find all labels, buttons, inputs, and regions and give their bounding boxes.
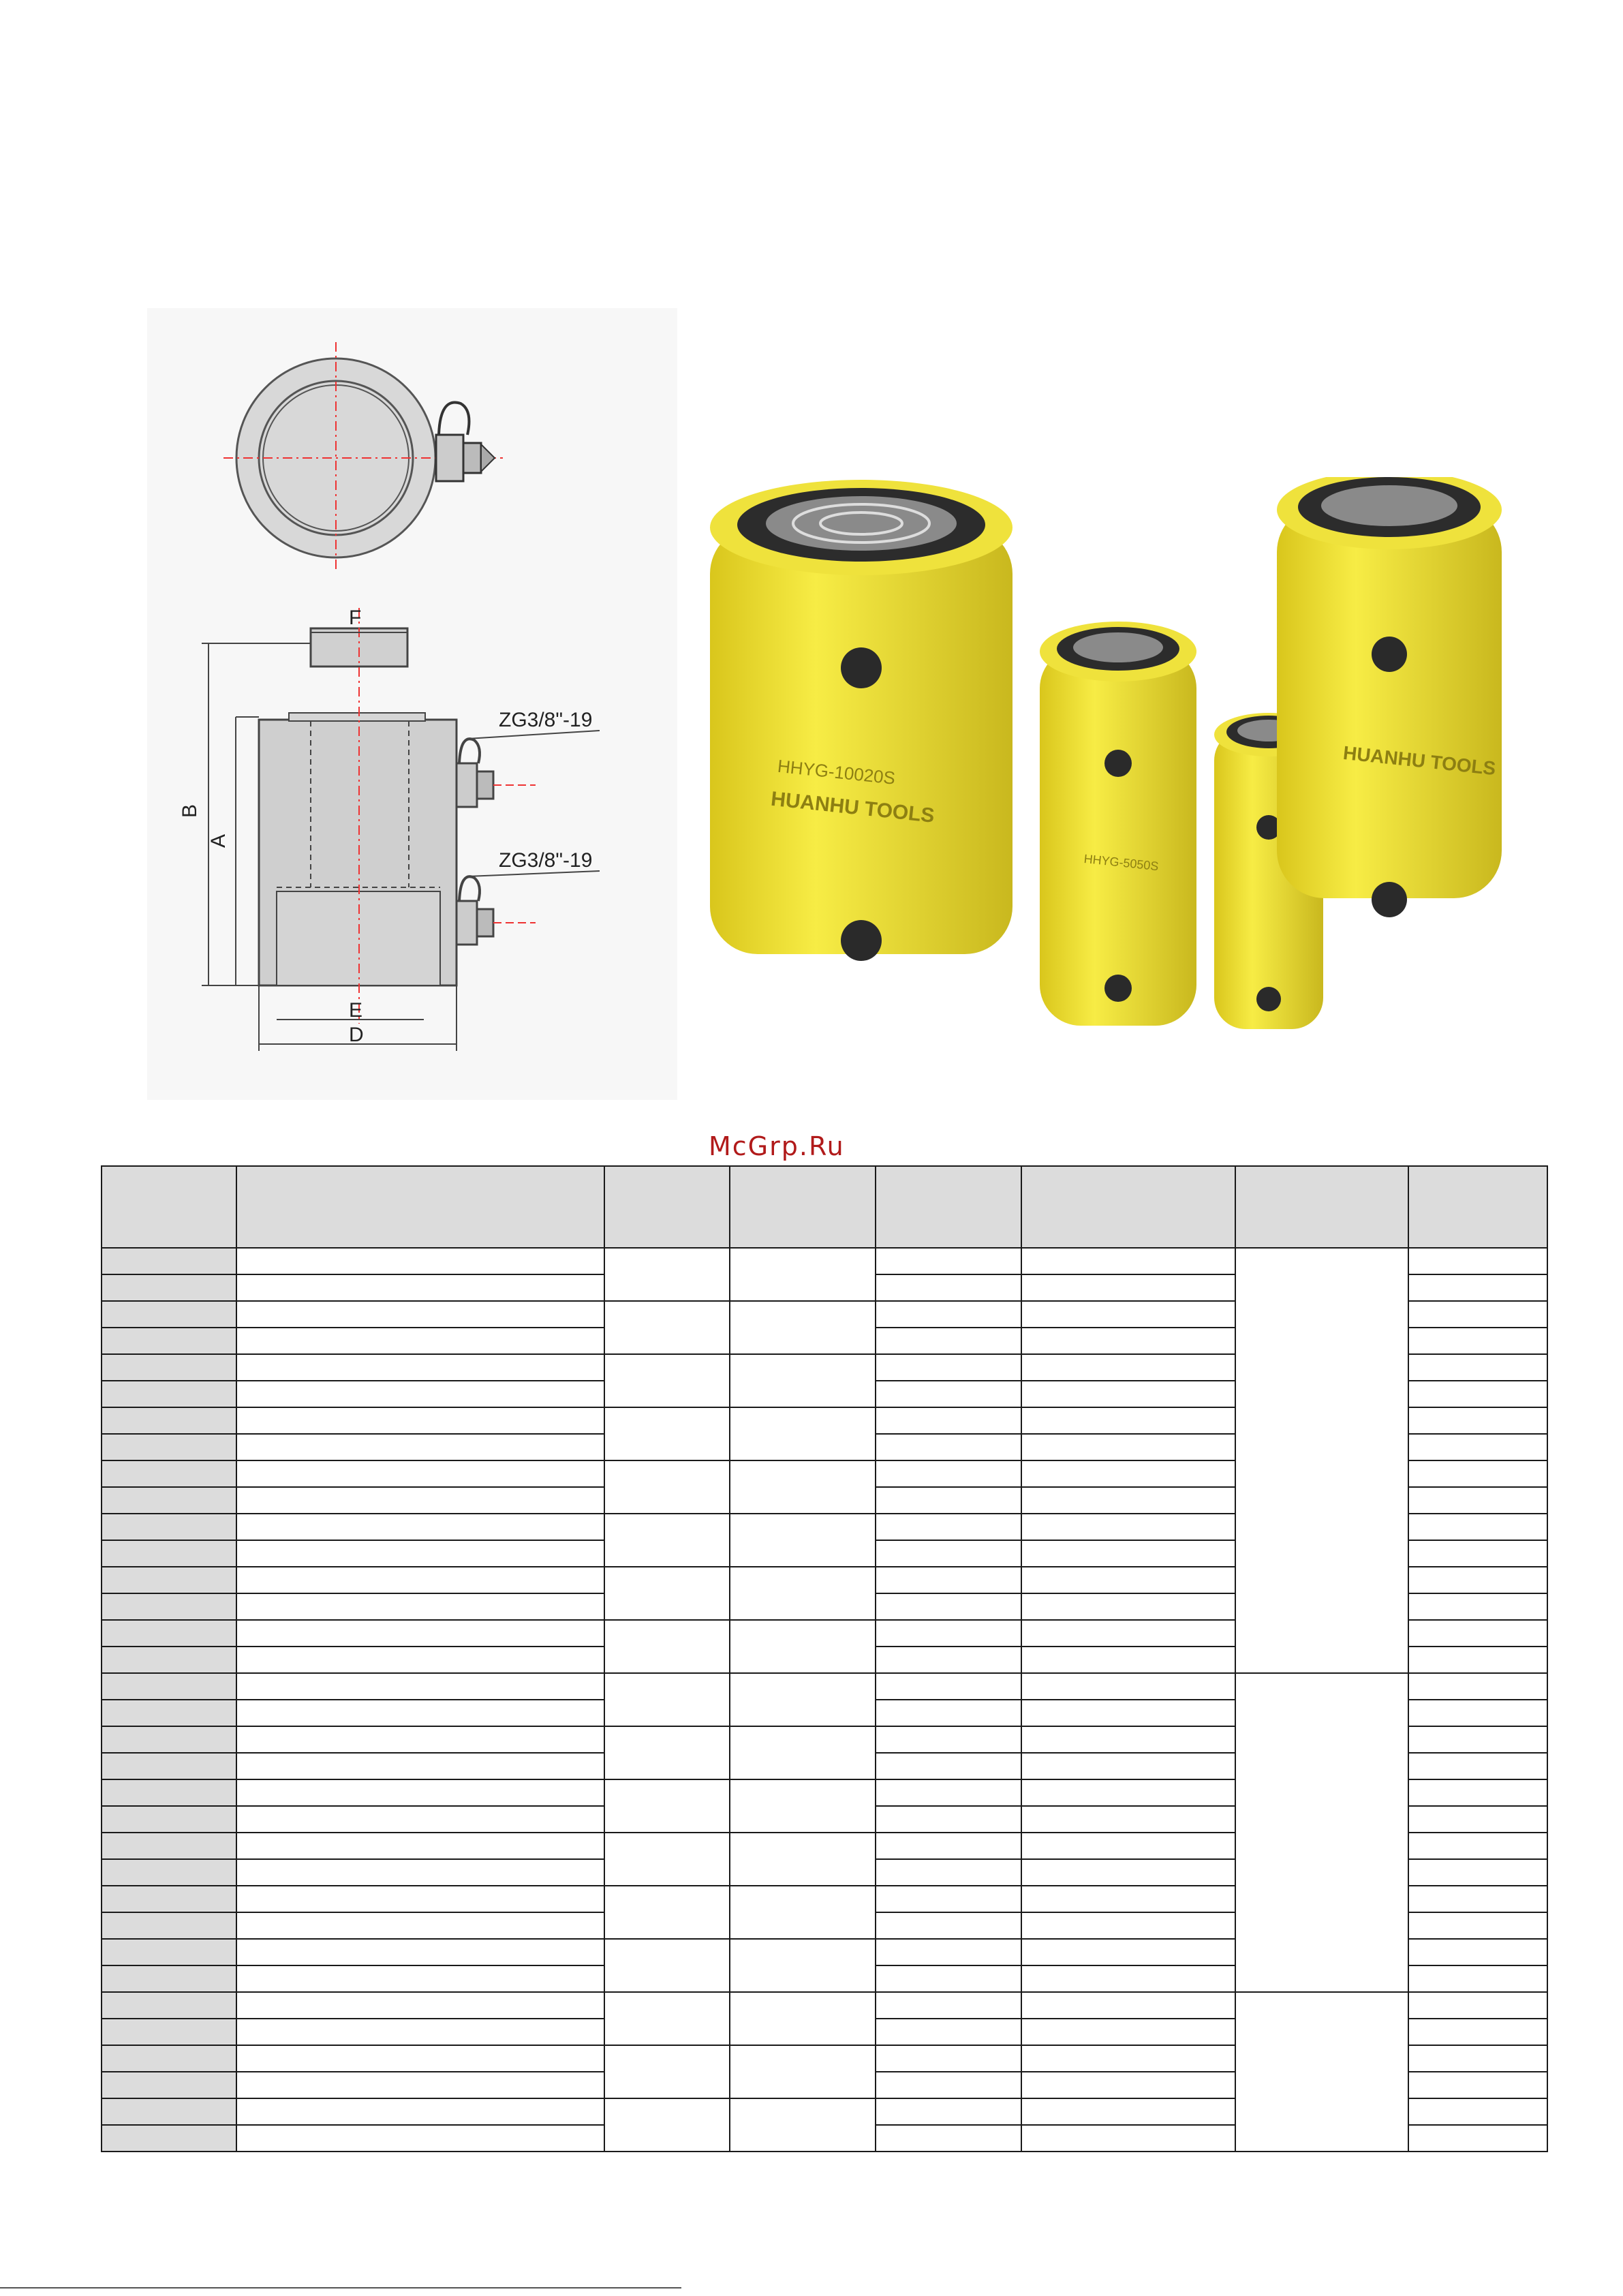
cylinder-tall [1277, 477, 1502, 917]
table-cell [1021, 1939, 1235, 1965]
table-cell [1021, 1806, 1235, 1833]
table-cell [876, 1806, 1021, 1833]
table-cell [604, 2098, 730, 2152]
table-cell [876, 1992, 1021, 2019]
table-cell [1021, 1248, 1235, 1274]
table-cell [1021, 1328, 1235, 1354]
table-cell [1021, 1460, 1235, 1487]
table-cell [876, 1487, 1021, 1514]
table-cell [730, 1833, 876, 1886]
table-cell [236, 1859, 604, 1886]
table-cell [102, 1939, 236, 1965]
table-header-cell [604, 1166, 730, 1248]
table-cell [102, 1567, 236, 1593]
table-cell [876, 1886, 1021, 1912]
table-cell [1408, 2072, 1547, 2098]
table-cell [236, 1381, 604, 1407]
table-cell [236, 1939, 604, 1965]
table-cell [236, 1593, 604, 1620]
table-cell [236, 1567, 604, 1593]
table-cell [236, 1328, 604, 1354]
cylinder-text-2: HUANHU TOOLS [769, 787, 936, 827]
table-cell [236, 2072, 604, 2098]
table-cell [876, 1460, 1021, 1487]
bottom-rule [0, 2287, 681, 2289]
table-cell [102, 1328, 236, 1354]
table-cell [604, 1301, 730, 1354]
table-cell [236, 1460, 604, 1487]
table-cell [876, 1301, 1021, 1328]
cylinder-large [710, 480, 1013, 961]
table-header-cell [236, 1166, 604, 1248]
table-cell [876, 2125, 1021, 2152]
table-cell [102, 2072, 236, 2098]
table-cell [604, 1354, 730, 1407]
table-cell [102, 1779, 236, 1806]
table-cell [102, 1753, 236, 1779]
product-photo [702, 477, 1519, 1090]
table-cell [1408, 2019, 1547, 2045]
table-cell [1021, 1700, 1235, 1726]
table-cell [1021, 1886, 1235, 1912]
table-cell [236, 2125, 604, 2152]
table-cell [730, 1673, 876, 1726]
table-cell [730, 1301, 876, 1354]
table-cell [604, 1407, 730, 1460]
table-cell [876, 2045, 1021, 2072]
table-cell [102, 1859, 236, 1886]
table-header-cell [102, 1166, 236, 1248]
table-cell [236, 1912, 604, 1939]
table-header-cell [1235, 1166, 1408, 1248]
table-cell [236, 2045, 604, 2072]
table-cell [1408, 1514, 1547, 1540]
table-cell [604, 2045, 730, 2098]
table-row [102, 1992, 1547, 2019]
table-cell [1408, 1381, 1547, 1407]
table-cell [1408, 1726, 1547, 1753]
dim-label-e: E [349, 999, 363, 1022]
table-cell [1021, 1487, 1235, 1514]
table-cell [1408, 1753, 1547, 1779]
table-cell [1408, 1301, 1547, 1328]
table-cell [1021, 1673, 1235, 1700]
table-cell [102, 1460, 236, 1487]
table-cell [1021, 1274, 1235, 1301]
table-cell [102, 1514, 236, 1540]
table-cell [102, 2019, 236, 2045]
dim-label-a: A [207, 833, 230, 848]
table-cell [102, 1407, 236, 1434]
table-cell [1021, 1965, 1235, 1992]
table-cell [236, 1540, 604, 1567]
table-cell [1021, 1381, 1235, 1407]
table-cell [1021, 1434, 1235, 1460]
table-cell [236, 1647, 604, 1673]
table-cell [730, 1460, 876, 1514]
table-cell [1021, 1540, 1235, 1567]
table-cell [102, 1434, 236, 1460]
table-cell [604, 1460, 730, 1514]
table-cell [876, 1434, 1021, 1460]
table-cell [604, 1992, 730, 2045]
table-cell [102, 1354, 236, 1381]
table-cell [1408, 1434, 1547, 1460]
table-cell [604, 1514, 730, 1567]
table-cell [236, 2098, 604, 2125]
table-cell [604, 1567, 730, 1620]
table-cell [1408, 2125, 1547, 2152]
table-cell [1408, 2045, 1547, 2072]
table-cell [1021, 1514, 1235, 1540]
table-cell [876, 1939, 1021, 1965]
table-cell [1021, 1593, 1235, 1620]
table-cell [1408, 1593, 1547, 1620]
port-label-lower: ZG3/8"-19 [499, 849, 593, 872]
table-cell [730, 1939, 876, 1992]
table-cell [236, 1833, 604, 1859]
table-cell [730, 2098, 876, 2152]
table-cell [730, 1992, 876, 2045]
table-cell [236, 1248, 604, 1274]
cylinder-text-4: HUANHU TOOLS [1342, 741, 1497, 780]
table-cell [730, 2045, 876, 2098]
table-cell [876, 1700, 1021, 1726]
table-cell [1021, 1859, 1235, 1886]
table-cell [730, 1354, 876, 1407]
table-cell [1021, 2098, 1235, 2125]
side-view [202, 608, 600, 1051]
table-cell [1235, 1248, 1408, 1673]
table-cell [876, 1328, 1021, 1354]
table-cell [876, 1593, 1021, 1620]
table-cell [876, 1912, 1021, 1939]
table-cell [102, 1487, 236, 1514]
table-cell [236, 1673, 604, 1700]
table-cell [236, 1965, 604, 1992]
technical-drawing [147, 308, 677, 1100]
table-cell [1021, 1567, 1235, 1593]
table-cell [876, 1965, 1021, 1992]
table-cell [876, 1407, 1021, 1434]
table-row [102, 1248, 1547, 1274]
table-cell [1408, 1407, 1547, 1434]
table-header-cell [730, 1166, 876, 1248]
table-cell [876, 1514, 1021, 1540]
table-cell [730, 1567, 876, 1620]
table-cell [236, 1753, 604, 1779]
table-cell [236, 1434, 604, 1460]
table-cell [1408, 1248, 1547, 1274]
table-cell [876, 1381, 1021, 1407]
table-cell [1408, 1274, 1547, 1301]
table-cell [236, 1700, 604, 1726]
table-cell [1408, 1487, 1547, 1514]
table-cell [236, 1514, 604, 1540]
table-cell [1408, 1460, 1547, 1487]
dim-label-b: B [179, 803, 201, 818]
port-label-upper: ZG3/8"-19 [499, 709, 593, 731]
table-cell [1408, 1965, 1547, 1992]
table-cell [1408, 1912, 1547, 1939]
table-cell [236, 1301, 604, 1328]
table-cell [102, 1248, 236, 1274]
table-header-cell [876, 1166, 1021, 1248]
table-cell [1021, 1620, 1235, 1647]
table-cell [236, 1806, 604, 1833]
spec-table [101, 1165, 1548, 2152]
table-cell [102, 1301, 236, 1328]
table-cell [102, 1886, 236, 1912]
table-cell [102, 2098, 236, 2125]
table-cell [876, 2019, 1021, 2045]
table-cell [102, 1912, 236, 1939]
table-cell [102, 1806, 236, 1833]
table-cell [1021, 2045, 1235, 2072]
table-cell [1408, 1673, 1547, 1700]
table-cell [876, 1248, 1021, 1274]
table-cell [102, 1833, 236, 1859]
table-cell [730, 1726, 876, 1779]
cylinder-text-1: HHYG-10020S [776, 755, 897, 789]
table-cell [876, 1274, 1021, 1301]
table-cell [1021, 2019, 1235, 2045]
table-row [102, 1673, 1547, 1700]
table-cell [1408, 1886, 1547, 1912]
table-cell [1408, 1567, 1547, 1593]
table-cell [604, 1779, 730, 1833]
table-cell [1021, 1726, 1235, 1753]
table-header-cell [1408, 1166, 1547, 1248]
table-cell [1021, 1992, 1235, 2019]
table-cell [1021, 1912, 1235, 1939]
table-cell [236, 2019, 604, 2045]
table-cell [730, 1620, 876, 1673]
table-cell [1021, 1779, 1235, 1806]
table-cell [102, 1540, 236, 1567]
table-cell [1021, 1407, 1235, 1434]
table-cell [102, 2125, 236, 2152]
table-cell [1408, 2098, 1547, 2125]
table-cell [236, 1487, 604, 1514]
table-cell [604, 1248, 730, 1301]
table-cell [102, 1673, 236, 1700]
table-cell [1408, 1859, 1547, 1886]
dim-label-f: F [349, 607, 362, 629]
table-cell [876, 1726, 1021, 1753]
table-cell [102, 1647, 236, 1673]
table-cell [1408, 1833, 1547, 1859]
table-cell [876, 1647, 1021, 1673]
table-cell [1408, 1779, 1547, 1806]
table-cell [730, 1407, 876, 1460]
table-cell [1235, 1992, 1408, 2152]
table-cell [1408, 1647, 1547, 1673]
table-cell [604, 1620, 730, 1673]
table-cell [1408, 1354, 1547, 1381]
table-cell [604, 1886, 730, 1939]
table-cell [236, 1779, 604, 1806]
table-cell [1021, 1753, 1235, 1779]
table-cell [102, 1700, 236, 1726]
table-cell [236, 1886, 604, 1912]
top-view [223, 342, 503, 570]
table-cell [876, 2098, 1021, 2125]
table-cell [730, 1886, 876, 1939]
table-cell [1235, 1673, 1408, 1992]
table-cell [1021, 1354, 1235, 1381]
table-cell [1408, 1806, 1547, 1833]
table-cell [1021, 1301, 1235, 1328]
table-cell [876, 1859, 1021, 1886]
table-cell [876, 1833, 1021, 1859]
table-cell [730, 1248, 876, 1301]
table-cell [730, 1779, 876, 1833]
table-cell [102, 1965, 236, 1992]
table-cell [876, 1779, 1021, 1806]
table-cell [876, 1567, 1021, 1593]
table-cell [236, 1354, 604, 1381]
table-cell [102, 2045, 236, 2072]
table-cell [604, 1673, 730, 1726]
table-cell [1021, 1833, 1235, 1859]
cylinder-medium [1040, 622, 1196, 1026]
watermark: McGrp.Ru [709, 1131, 845, 1161]
table-cell [876, 1673, 1021, 1700]
table-cell [1021, 1647, 1235, 1673]
table-cell [1408, 1992, 1547, 2019]
table-cell [1408, 1939, 1547, 1965]
table-cell [236, 1407, 604, 1434]
table-header-cell [1021, 1166, 1235, 1248]
table-cell [876, 2072, 1021, 2098]
table-cell [102, 1620, 236, 1647]
table-cell [102, 1992, 236, 2019]
table-cell [236, 1992, 604, 2019]
cylinder-text-3: HHYG-5050S [1083, 851, 1160, 874]
table-cell [604, 1833, 730, 1886]
spec-table-body [102, 1166, 1547, 2152]
table-cell [236, 1274, 604, 1301]
dim-label-d: D [349, 1024, 364, 1046]
table-cell [102, 1726, 236, 1753]
table-cell [876, 1620, 1021, 1647]
table-cell [236, 1726, 604, 1753]
table-cell [1408, 1540, 1547, 1567]
table-cell [876, 1753, 1021, 1779]
table-cell [1408, 1620, 1547, 1647]
table-cell [102, 1593, 236, 1620]
table-cell [1408, 1700, 1547, 1726]
table-cell [876, 1540, 1021, 1567]
table-header-row [102, 1166, 1547, 1248]
table-cell [604, 1939, 730, 1992]
table-cell [236, 1620, 604, 1647]
table-cell [1021, 2072, 1235, 2098]
table-cell [730, 1514, 876, 1567]
table-cell [876, 1354, 1021, 1381]
table-cell [1408, 1328, 1547, 1354]
table-cell [102, 1381, 236, 1407]
table-cell [102, 1274, 236, 1301]
table-cell [604, 1726, 730, 1779]
table-cell [1021, 2125, 1235, 2152]
